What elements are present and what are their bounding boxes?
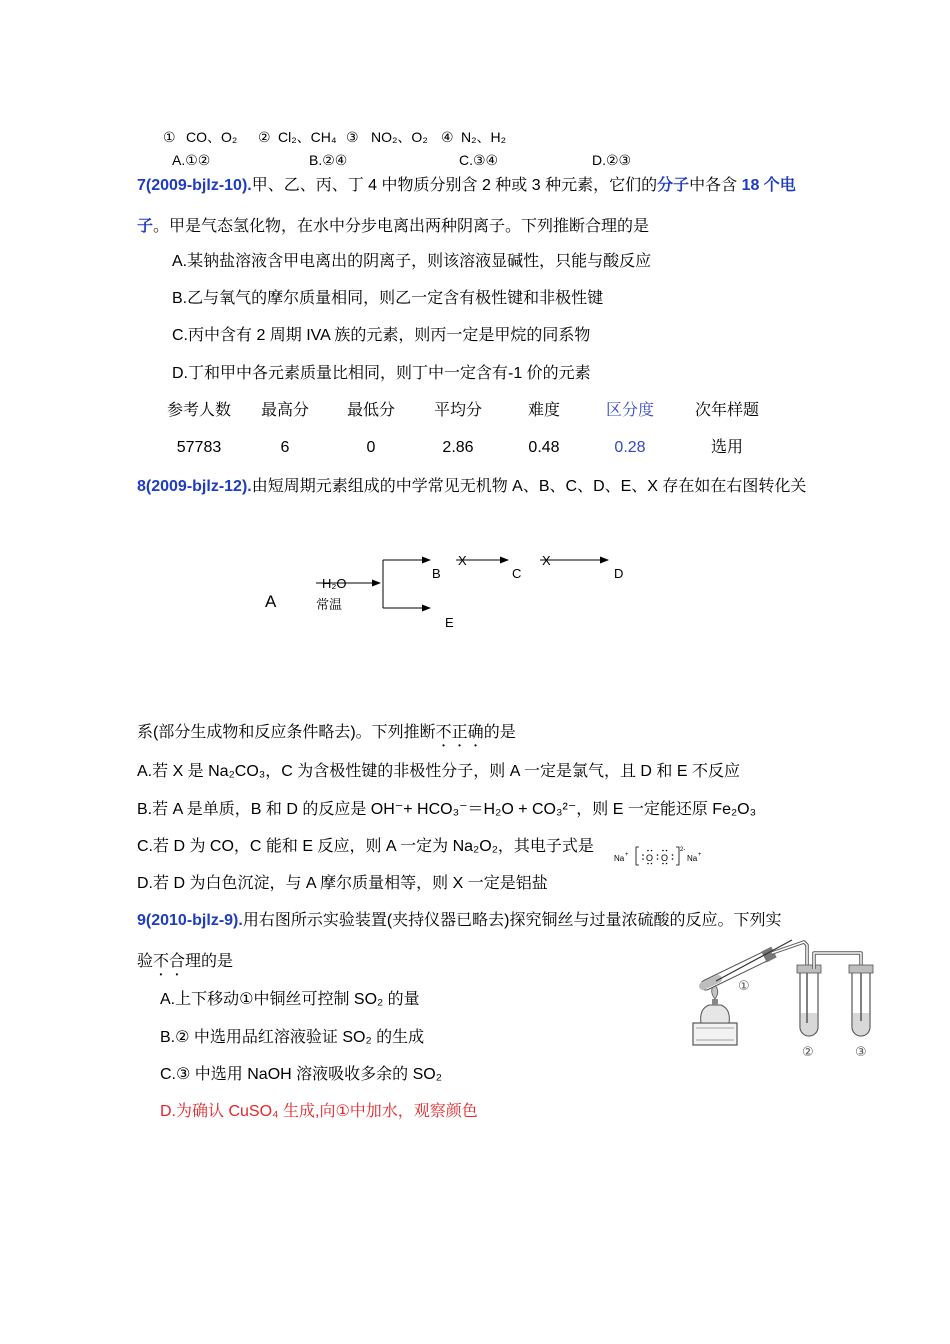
q6-option-b: B.②④ bbox=[309, 152, 348, 168]
stats-header-average: 平均分 bbox=[433, 402, 482, 419]
na2o2-electron-formula bbox=[612, 844, 708, 868]
formula-bracket-right bbox=[676, 847, 679, 865]
q7-stem-highlight-electrons-end: 子 bbox=[137, 218, 154, 235]
stats-header-difficulty: 难度 bbox=[527, 402, 560, 419]
q7-stem-text-3: 。甲是气态氢化物，在水中分步电离出两种阴离子。下列推断合理的是 bbox=[153, 218, 650, 235]
q9-stem-line-1 bbox=[137, 911, 781, 931]
diagram-arrowhead-d bbox=[600, 557, 609, 564]
test-tube-2-liquid bbox=[801, 1013, 818, 1035]
q7-stem-text-2: 中各含 bbox=[689, 177, 742, 194]
stats-header-next-year: 次年样题 bbox=[694, 402, 759, 419]
apparatus-label-1: ① bbox=[738, 978, 750, 993]
q8-stem-emphasis: 不正确 bbox=[435, 724, 484, 741]
q9-option-b: B.② 中选用品红溶液验证 SO₂ 的生成 bbox=[160, 1029, 425, 1046]
q6-option-a: A.①② bbox=[172, 152, 211, 168]
stats-value-discrimination: 0.28 bbox=[614, 439, 646, 456]
q9-stem-text-3: 理的是 bbox=[185, 953, 234, 970]
formula-cation-left-charge: + bbox=[625, 852, 629, 858]
q9-stem-text-1: 用右图所示实验装置(夹持仪器已略去)探究铜丝与过量浓硫酸的反应。下列实 bbox=[242, 912, 782, 929]
q9-question-id: 9(2010-bjlz-9). bbox=[137, 912, 243, 929]
diagram-condition-room-temp: 常温 bbox=[316, 597, 343, 612]
diagram-arrowhead-e bbox=[422, 605, 431, 612]
q6-pair-1-formula: CO、O₂ bbox=[186, 129, 238, 145]
stats-value-max-score: 6 bbox=[280, 439, 290, 456]
q7-option-d: D.丁和甲中各元素质量比相同，则丁中一定含有-1 价的元素 bbox=[172, 365, 591, 382]
stats-value-next-year: 选用 bbox=[710, 439, 743, 456]
stats-value-min-score: 0 bbox=[366, 439, 376, 456]
q6-pair-3-formula: NO₂、O₂ bbox=[371, 129, 428, 145]
q6-option-c: C.③④ bbox=[459, 152, 499, 168]
q6-pair-3-number: ③ bbox=[346, 129, 359, 145]
diagram-node-a: A bbox=[265, 592, 277, 611]
formula-cation-right: Na bbox=[687, 854, 698, 863]
stats-header-discrimination: 区分度 bbox=[605, 402, 654, 419]
formula-oxygen-1: O bbox=[646, 853, 654, 863]
apparatus-label-3: ③ bbox=[855, 1044, 867, 1059]
q8-option-c: C.若 D 为 CO，C 能和 E 反应，则 A 一定为 Na₂O₂，其电子式是 bbox=[137, 838, 594, 855]
diagram-reagent-x-1: X bbox=[458, 553, 467, 568]
q8-stem-text-2: 系(部分生成物和反应条件略去)。下列推断 bbox=[137, 724, 436, 741]
diagram-arrowhead-c bbox=[500, 557, 509, 564]
q8-option-a: A.若 X 是 Na₂CO₃，C 为含极性键的非极性分子，则 A 一定是氯气，且 D 和 E 不反应 bbox=[137, 763, 740, 780]
formula-bracket-left bbox=[636, 847, 639, 865]
heater-base bbox=[693, 1023, 737, 1045]
diagram-reagent-x-2: X bbox=[542, 553, 551, 568]
q7-stem-line-1 bbox=[137, 176, 796, 196]
q9-apparatus-figure bbox=[688, 935, 880, 1065]
diagram-arrowhead-a bbox=[372, 580, 381, 587]
formula-anion-charge: 2- bbox=[680, 847, 686, 853]
q8-option-d: D.若 D 为白色沉淀，与 A 摩尔质量相等，则 X 一定是铝盐 bbox=[137, 875, 548, 892]
stats-value-participants: 57783 bbox=[176, 439, 222, 456]
diagram-node-b: B bbox=[432, 566, 441, 581]
q8-conversion-diagram bbox=[250, 545, 650, 635]
diagram-arrowhead-b bbox=[422, 557, 431, 564]
q8-question-id: 8(2009-bjlz-12). bbox=[137, 478, 252, 495]
q8-stem-text-3: 的是 bbox=[483, 724, 516, 741]
q6-pair-2-number: ② bbox=[258, 129, 271, 145]
diagram-reagent-water: H₂O bbox=[322, 576, 347, 591]
stats-header-min-score: 最低分 bbox=[346, 402, 395, 419]
q7-stem-highlight-molecule: 分子 bbox=[657, 177, 690, 194]
q6-pair-4-number: ④ bbox=[441, 129, 454, 145]
q9-stem-text-2: 验 bbox=[137, 953, 154, 970]
q8-stem-text-1: 由短周期元素组成的中学常见无机物 A、B、C、D、E、X 存在如在右图转化关 bbox=[251, 478, 807, 495]
lamp-wick bbox=[712, 999, 718, 1005]
test-tube-3-stopper bbox=[849, 965, 873, 973]
stats-value-average: 2.86 bbox=[442, 439, 474, 456]
q7-option-a: A.某钠盐溶液含甲电离出的阴离子，则该溶液显碱性，只能与酸反应 bbox=[172, 253, 652, 270]
stats-value-difficulty: 0.48 bbox=[528, 439, 560, 456]
q8-stem-line-1 bbox=[137, 477, 806, 497]
stats-header-max-score: 最高分 bbox=[260, 402, 309, 419]
copper-wire bbox=[716, 940, 792, 981]
formula-cation-right-charge: + bbox=[698, 852, 702, 858]
formula-oxygen-2: O bbox=[661, 853, 669, 863]
q7-stem-line-2 bbox=[137, 217, 649, 237]
q7-option-b: B.乙与氧气的摩尔质量相同，则乙一定含有极性键和非极性键 bbox=[172, 290, 604, 307]
q7-stem-highlight-electrons: 18 个电 bbox=[741, 177, 796, 194]
q6-option-d: D.②③ bbox=[592, 152, 632, 168]
q6-pair-4-formula: N₂、H₂ bbox=[461, 129, 507, 145]
q9-stem-emphasis: 不合 bbox=[153, 953, 186, 970]
diagram-node-c: C bbox=[512, 566, 522, 581]
test-tube-2-stopper bbox=[797, 965, 821, 973]
diagram-node-e: E bbox=[445, 615, 454, 630]
diagram-node-d: D bbox=[614, 566, 624, 581]
q6-pair-1-number: ① bbox=[163, 129, 176, 145]
q7-question-id: 7(2009-bjlz-10). bbox=[137, 177, 252, 194]
q9-option-c: C.③ 中选用 NaOH 溶液吸收多余的 SO₂ bbox=[160, 1066, 442, 1083]
apparatus-label-2: ② bbox=[802, 1044, 814, 1059]
stats-header-participants: 参考人数 bbox=[166, 402, 231, 419]
q6-pair-2-formula: Cl₂、CH₄ bbox=[278, 129, 337, 145]
q9-stem-line-2 bbox=[137, 952, 233, 972]
q7-option-c: C.丙中含有 2 周期 IVA 族的元素，则丙一定是甲烷的同系物 bbox=[172, 327, 591, 344]
q7-stem-text-1: 甲、乙、丙、丁 4 中物质分别含 2 种或 3 种元素，它们的 bbox=[251, 177, 658, 194]
formula-cation-left: Na bbox=[614, 854, 625, 863]
q8-option-b: B.若 A 是单质，B 和 D 的反应是 OH⁻+ HCO₃⁻＝H₂O + CO₃²⁻，则 E 一定能还原 Fe₂O₃ bbox=[137, 801, 757, 818]
q8-stem-line-2 bbox=[137, 723, 516, 743]
q9-option-d-answer: D.为确认 CuSO₄ 生成,向①中加水，观察颜色 bbox=[160, 1103, 478, 1120]
alcohol-lamp bbox=[701, 1005, 730, 1023]
q9-option-a: A.上下移动①中铜丝可控制 SO₂ 的量 bbox=[160, 991, 420, 1008]
